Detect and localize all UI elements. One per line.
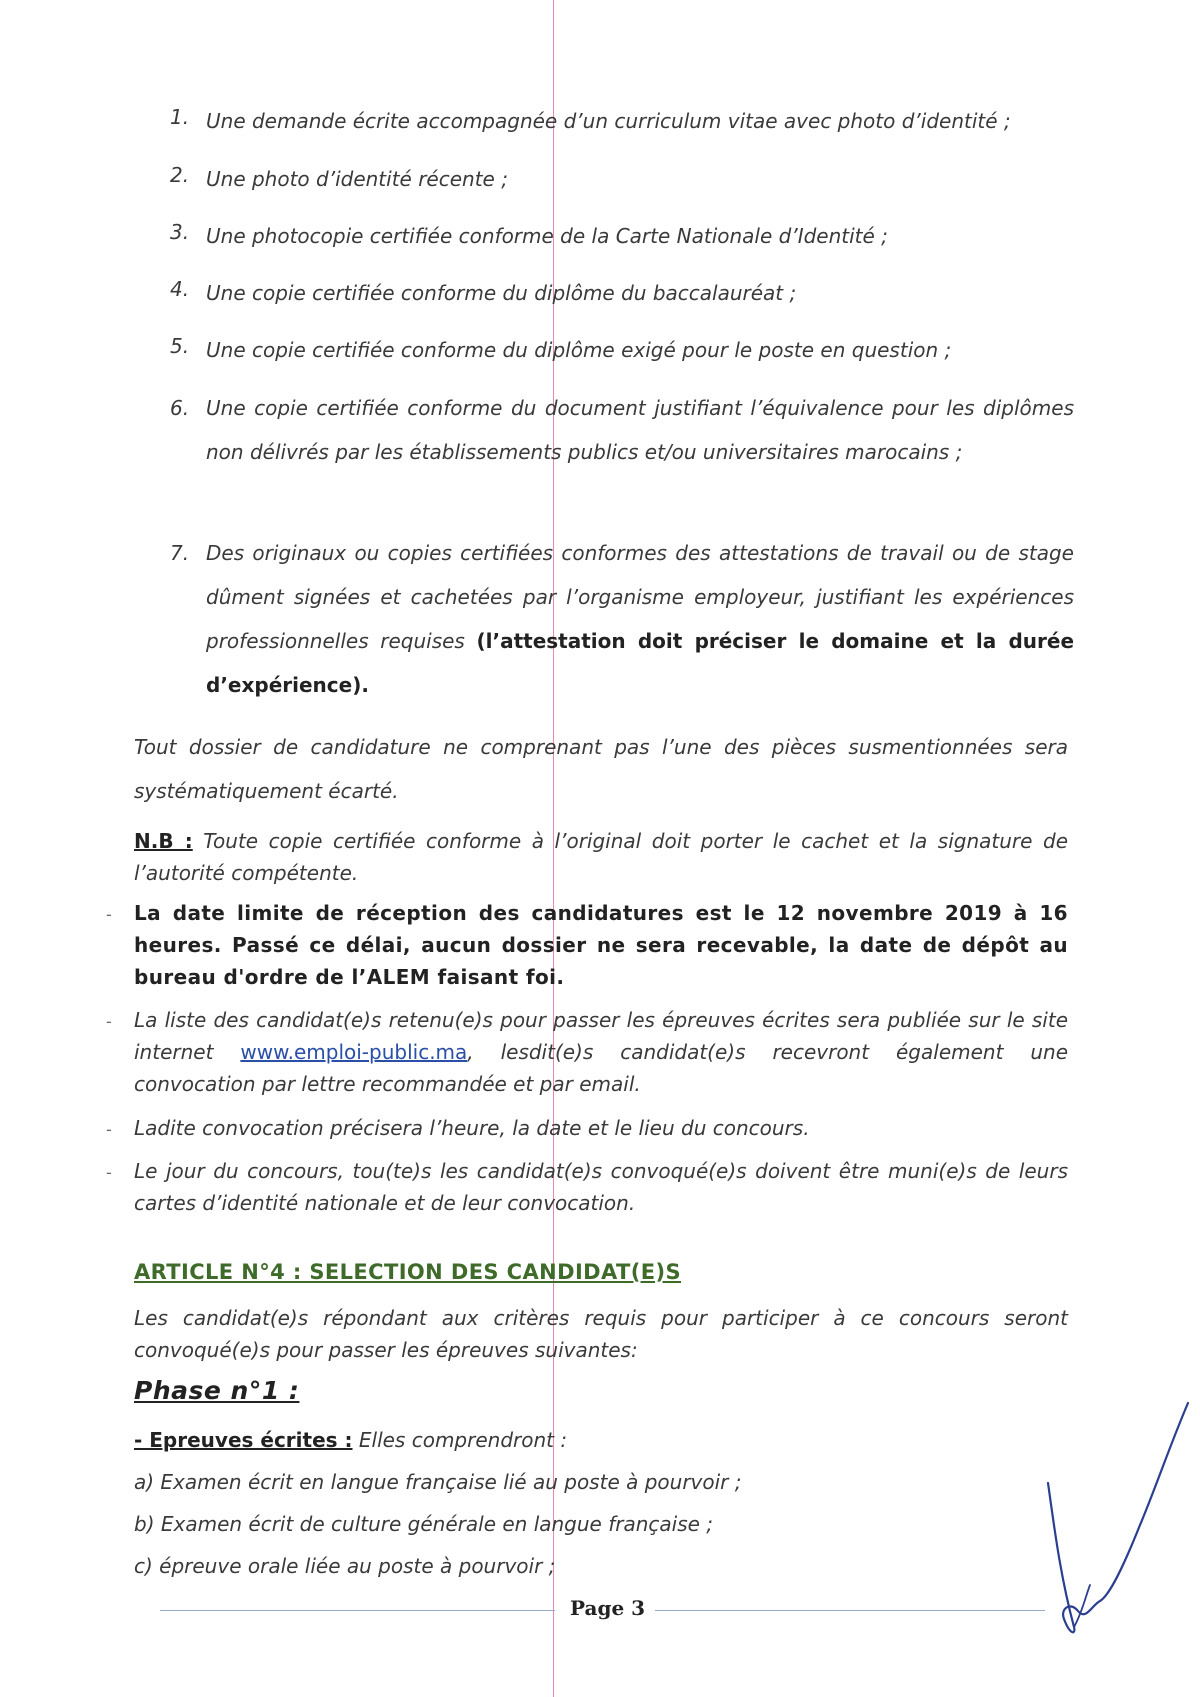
bullet-dash: -: [106, 1012, 112, 1031]
list-number: 4.: [170, 277, 190, 301]
bullet-dash: -: [106, 1120, 112, 1139]
list-text: Des originaux ou copies certifiées conformes des attestations de travail ou de stage dûment signées et cachetées par l’organisme employeur, justifiant les expériences professionnelles requises (l’attestation doit préciser le domaine et la durée d’expérience).: [206, 541, 1075, 697]
article-title: ARTICLE N°4 : SELECTION DES CANDIDAT(E)S: [134, 1260, 681, 1284]
footer-rule-left: [160, 1610, 555, 1611]
list-number: 2.: [170, 163, 190, 187]
list-text: Une demande écrite accompagnée d’un curriculum vitae avec photo d’identité ;: [206, 109, 1011, 133]
list-text: Une copie certifiée conforme du diplôme du baccalauréat ;: [206, 281, 797, 305]
list-text: Une copie certifiée conforme du diplôme exigé pour le poste en question ;: [206, 338, 952, 362]
list-number: 5.: [170, 334, 190, 358]
convocation-paragraph: Ladite convocation précisera l’heure, la date et le lieu du concours.: [134, 1116, 810, 1140]
phase-title: Phase n°1 :: [134, 1376, 300, 1405]
list-text: Une photo d’identité récente ;: [206, 167, 508, 191]
nb-note: [134, 825, 1068, 889]
list-publication-paragraph: La liste des candidat(e)s retenu(e)s pour passer les épreuves écrites sera publiée sur le site internet www.emploi-public.ma, lesdit(e)s candidat(e)s recevront également une convocation par lettre recommandée et par email.: [134, 1008, 1069, 1096]
page-number: Page 3: [570, 1596, 646, 1620]
emploi-public-link[interactable]: www.emploi-public.ma: [240, 1040, 468, 1064]
list-number: 1.: [170, 105, 190, 129]
deadline-paragraph: La date limite de réception des candidatures est le 12 novembre 2019 à 16 heures. Passé ce délai, aucun dossier ne sera recevable, la date de dépôt au bureau d'ordre de l’ALEM faisant foi.: [134, 901, 1068, 989]
jour-paragraph: Le jour du concours, tou(te)s les candidat(e)s convoqué(e)s doivent être muni(e)s de leurs cartes d’identité nationale et de leur convocation.: [134, 1159, 1068, 1215]
list-number: 3.: [170, 220, 190, 244]
list-text-bold: (l’attestation doit préciser le domaine et la durée d’expérience).: [206, 629, 1075, 697]
list-number: 6.: [170, 396, 190, 420]
list-text: Une photocopie certifiée conforme de la Carte Nationale d’Identité ;: [206, 224, 888, 248]
nb-text: Toute copie certifiée conforme à l’original doit porter le cachet et la signature de l’autorité compétente.: [134, 829, 1068, 885]
footer-rule-right: [655, 1610, 1045, 1611]
dossier-note: Tout dossier de candidature ne comprenant pas l’une des pièces susmentionnées sera systématiquement écarté.: [134, 735, 1068, 803]
signature-icon: [1030, 1395, 1200, 1645]
epreuves-text: Elles comprendront :: [358, 1428, 568, 1452]
epreuves-line: [134, 1424, 1068, 1456]
epreuve-item: a) Examen écrit en langue française lié au poste à pourvoir ;: [134, 1470, 742, 1494]
epreuve-item: c) épreuve orale liée au poste à pourvoir ;: [134, 1554, 556, 1578]
nb-label: N.B :: [134, 829, 193, 853]
bullet-dash: -: [106, 1163, 112, 1182]
article-intro: Les candidat(e)s répondant aux critères requis pour participer à ce concours seront convoqué(e)s pour passer les épreuves suivantes:: [134, 1306, 1068, 1362]
epreuves-label: - Epreuves écrites :: [134, 1428, 353, 1452]
epreuve-item: b) Examen écrit de culture générale en langue française ;: [134, 1512, 714, 1536]
list-number: 7.: [170, 541, 190, 565]
bullet-dash: -: [106, 905, 112, 924]
list-text: Une copie certifiée conforme du document justifiant l’équivalence pour les diplômes non délivrés par les établissements publics et/ou universitaires marocains ;: [206, 396, 1074, 464]
